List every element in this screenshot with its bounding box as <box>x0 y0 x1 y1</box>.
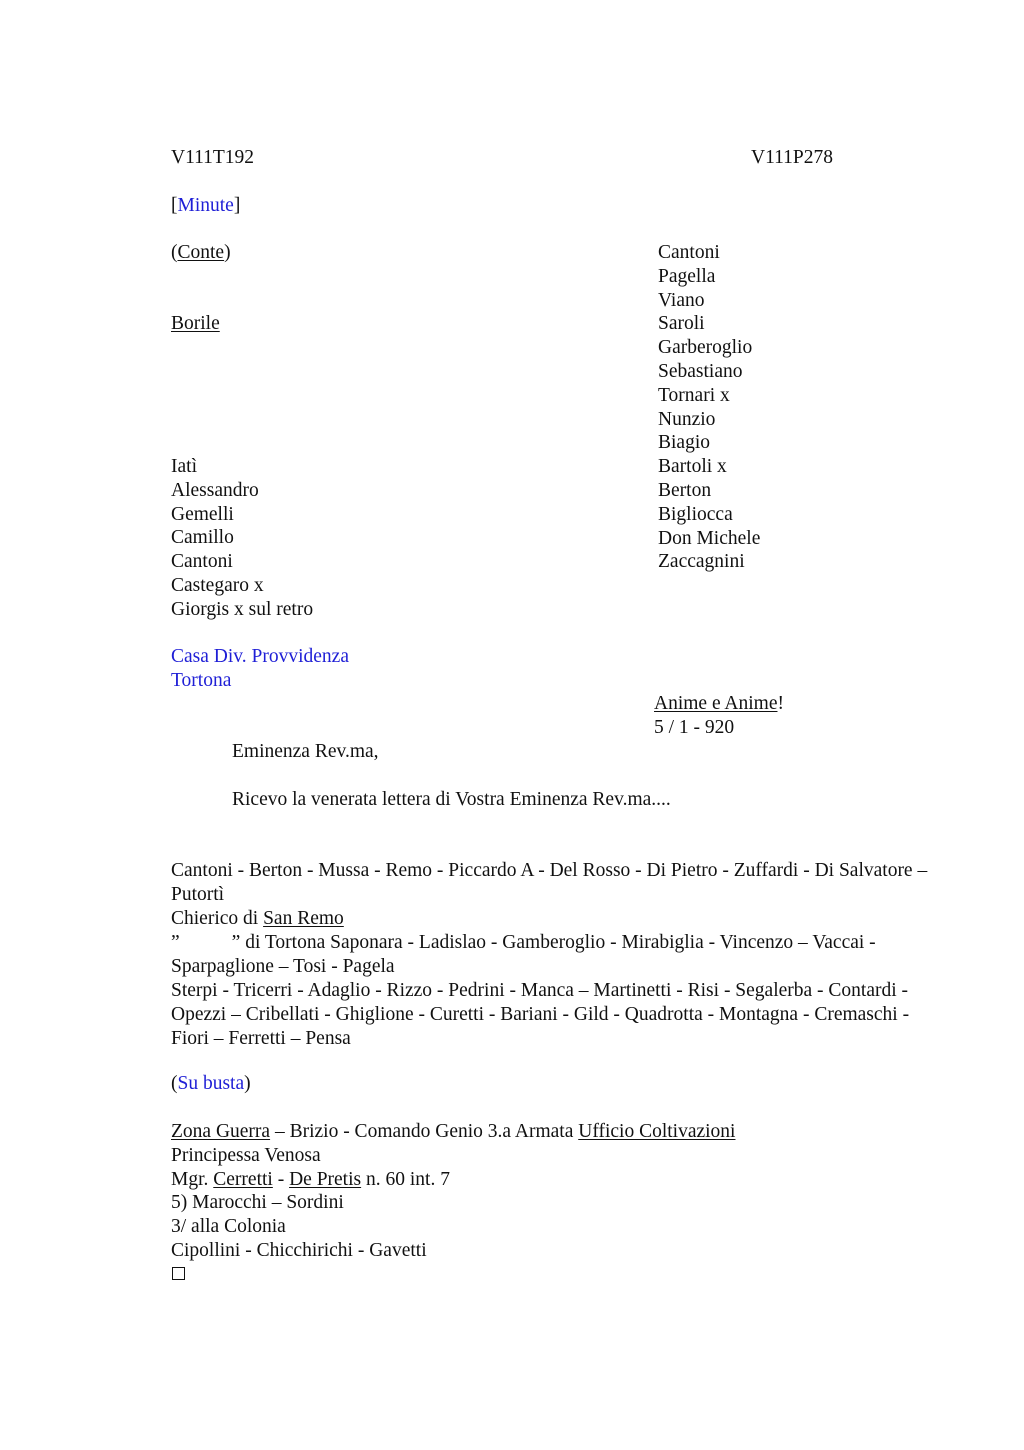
busta-close-paren: ) <box>244 1073 251 1094</box>
list-item: Giorgis x sul retro <box>171 598 314 620</box>
busta-label <box>171 1072 251 1096</box>
document-code-left: V111T192 <box>171 147 255 168</box>
conte-text: Conte <box>177 242 225 263</box>
ufficio-coltivazioni: Ufficio Coltivazioni <box>578 1121 736 1142</box>
ditto-open: ” <box>171 932 180 953</box>
borile-name: Borile <box>171 313 220 334</box>
list-item: Bartoli x <box>658 456 727 478</box>
envelope-line-6: Cipollini - Chicchirichi - Gavetti <box>171 1239 427 1261</box>
list-item: Sebastiano <box>658 360 743 382</box>
chierico-prefix: Chierico di <box>171 908 264 929</box>
list-item: Gemelli <box>171 503 234 525</box>
letter-salutation: Eminenza Rev.ma, <box>232 741 379 762</box>
conte-open-paren: ( <box>171 242 178 263</box>
list-item: Garberoglio <box>658 337 753 359</box>
checkbox-icon <box>172 1267 185 1280</box>
list-item: Iatì <box>171 456 197 477</box>
list-item: Cantoni <box>658 242 720 263</box>
letter-body: Ricevo la venerata lettera di Vostra Eminenza Rev.ma.... <box>232 789 671 810</box>
motto-punct: ! <box>777 693 784 714</box>
right-names-list <box>658 241 760 574</box>
minute-text: Minute <box>177 195 234 216</box>
address-line-2: Tortona <box>171 669 232 691</box>
names-line-1: Cantoni - Berton - Mussa - Remo - Piccardo A - Del Rosso - Di Pietro - Zuffardi - Di Salvatore – Putortì <box>171 860 928 905</box>
ditto-line <box>171 931 931 979</box>
conte-close-paren: ) <box>224 242 231 263</box>
minute-close-bracket: ] <box>233 195 241 216</box>
envelope-block <box>171 1120 735 1263</box>
envelope-line-3 <box>171 1168 735 1192</box>
conte-label <box>171 241 231 265</box>
address-block <box>171 645 349 693</box>
list-item: Alessandro <box>171 479 259 501</box>
names-block <box>171 859 931 1051</box>
minute-open-bracket: [ <box>171 195 178 216</box>
list-item: Tornari x <box>658 384 730 406</box>
minute-label <box>171 194 240 218</box>
envelope-line-5: 3/ alla Colonia <box>171 1216 286 1238</box>
left-names-list <box>171 455 313 622</box>
chierico-line <box>171 907 931 931</box>
busta-text: Su busta <box>177 1073 245 1094</box>
list-item: Bigliocca <box>658 503 733 525</box>
ditto-close: ” <box>231 932 241 953</box>
depretis-name: De Pretis <box>289 1168 362 1190</box>
list-item: Viano <box>658 289 705 311</box>
zona-rest: – Brizio - Comando Genio 3.a Armata <box>270 1121 579 1142</box>
letter-date: 5 / 1 - 920 <box>654 716 735 738</box>
list-item: Berton <box>658 479 712 501</box>
ditto-rest: di Tortona Saponara - Ladislao - Gamberoglio - Mirabiglia - Vincenzo – Vaccai - Sparpaglione – Tosi - Pagela <box>171 932 876 977</box>
envelope-line-1 <box>171 1120 735 1144</box>
motto-line <box>654 692 784 716</box>
mgr-prefix: Mgr. <box>171 1168 214 1190</box>
names-line-4: Sterpi - Tricerri - Adaglio - Rizzo - Pedrini - Manca – Martinetti - Risi - Segalerba - Contardi - Opezzi – Cribellati - Ghiglione - Curetti - Bariani - Gild - Quadrotta - Montagna - Cremaschi - Fiori – Ferretti – Pensa <box>171 980 910 1049</box>
zona-guerra: Zona Guerra <box>171 1121 271 1142</box>
document-code-right: V111P278 <box>751 147 833 168</box>
envelope-line-4: 5) Marocchi – Sordini <box>171 1192 344 1214</box>
envelope-line-2: Principessa Venosa <box>171 1144 321 1166</box>
name-separator: - <box>272 1168 290 1190</box>
list-item: Pagella <box>658 265 716 287</box>
list-item: Camillo <box>171 527 234 549</box>
list-item: Don Michele <box>658 527 761 549</box>
chierico-place: San Remo <box>263 908 344 929</box>
depretis-rest: n. 60 int. 7 <box>361 1168 450 1190</box>
list-item: Castegaro x <box>171 574 264 596</box>
motto-text: Anime e Anime <box>654 693 778 714</box>
busta-open-paren: ( <box>171 1073 178 1094</box>
list-item: Nunzio <box>658 408 716 430</box>
address-line-1: Casa Div. Provvidenza <box>171 646 349 667</box>
list-item: Biagio <box>658 432 710 454</box>
cerretti-name: Cerretti <box>213 1168 273 1190</box>
list-item: Zaccagnini <box>658 551 745 573</box>
list-item: Saroli <box>658 313 705 335</box>
motto-block <box>654 692 784 740</box>
list-item: Cantoni <box>171 551 233 573</box>
